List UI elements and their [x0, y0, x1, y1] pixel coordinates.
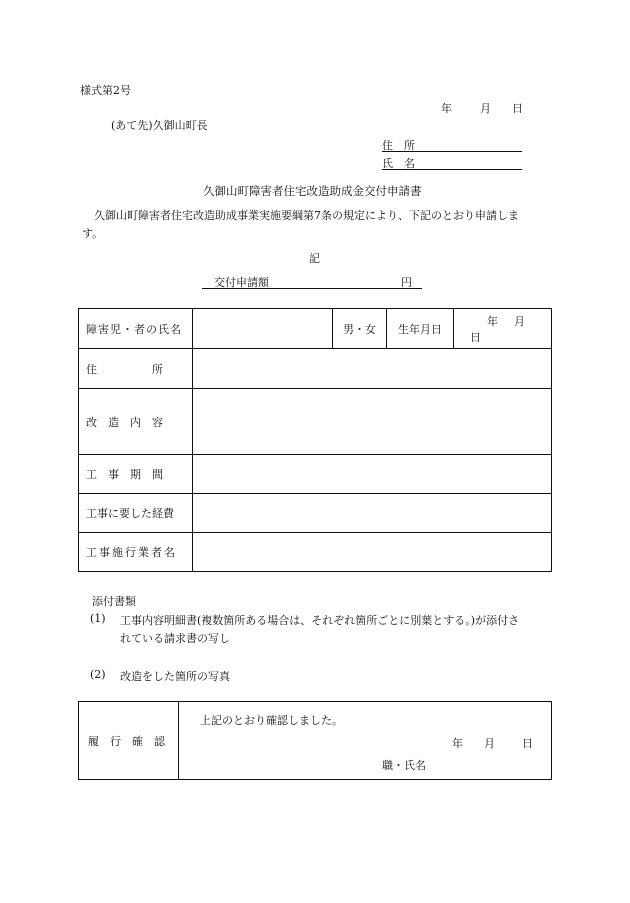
- attachments-heading: 添付書類: [92, 595, 136, 608]
- confirmation-day: 日: [522, 737, 533, 750]
- official-name-label: 職・氏名: [382, 759, 426, 772]
- table-row: [79, 309, 552, 349]
- date-day: 日: [512, 102, 523, 115]
- confirmation-content-cell[interactable]: [179, 702, 552, 780]
- cost-label: 工事に要した経費: [86, 507, 174, 520]
- address-label-cell: [79, 349, 193, 389]
- table-row: [79, 702, 552, 780]
- birth-date-cell[interactable]: [454, 309, 552, 349]
- document-title: 久御山町障害者住宅改造助成金交付申請書: [203, 184, 422, 198]
- cost-input-cell[interactable]: [193, 494, 552, 533]
- period-input-cell[interactable]: [193, 455, 552, 494]
- ki-label: 記: [309, 252, 320, 265]
- table-row: [79, 494, 552, 533]
- confirmation-year: 年: [452, 737, 463, 750]
- address-label: 住 所: [86, 362, 163, 376]
- period-label-cell: [79, 455, 193, 494]
- modification-input-cell[interactable]: [193, 389, 552, 455]
- birth-label-cell: [387, 309, 454, 349]
- table-row: [79, 389, 552, 455]
- modification-label-cell: [79, 389, 193, 455]
- table-row: [79, 349, 552, 389]
- attachment-1-line2: れている請求書の写し: [120, 632, 230, 645]
- name-input-cell[interactable]: [193, 309, 333, 349]
- contractor-label-cell: [79, 533, 193, 572]
- confirmation-text: 上記のとおり確認しました。: [200, 714, 343, 727]
- amount-unit: 円: [401, 276, 412, 289]
- birth-year: 年: [487, 314, 498, 328]
- sex-cell[interactable]: [333, 309, 387, 349]
- attachment-1-number: (1): [90, 612, 106, 625]
- cost-label-cell: [79, 494, 193, 533]
- birth-month: 月: [514, 314, 525, 328]
- body-text-line1: 久御山町障害者住宅改造助成事業実施要綱第7条の規定により、下記のとおり申請しま: [94, 209, 519, 222]
- confirmation-label: 履 行 確 認: [88, 734, 165, 748]
- attachment-2-number: (2): [90, 668, 106, 681]
- table-row: [79, 455, 552, 494]
- period-label: 工 事 期 間: [86, 468, 163, 481]
- name-label-cell: [79, 309, 193, 349]
- confirmation-table: [78, 701, 552, 780]
- contractor-label: 工事施行業者名: [86, 546, 177, 559]
- date-month: 月: [480, 102, 491, 115]
- contractor-input-cell[interactable]: [193, 533, 552, 572]
- modification-label: 改 造 内 容: [86, 415, 163, 429]
- amount-field[interactable]: [202, 274, 422, 289]
- applicant-name-label: 氏 名: [382, 157, 415, 170]
- applicant-address-label: 住 所: [382, 139, 415, 152]
- date-year: 年: [441, 102, 452, 115]
- sex-options: 男・女: [343, 322, 376, 336]
- body-text-line2: す。: [82, 227, 104, 240]
- attachment-1-line1: 工事内容明細書(複数箇所ある場合は、それぞれ箇所ごとに別葉とする。)が添付さ: [120, 614, 520, 627]
- birth-label: 生年月日: [398, 322, 442, 336]
- address-input-cell[interactable]: [193, 349, 552, 389]
- table-row: [79, 533, 552, 572]
- confirmation-month: 月: [484, 737, 495, 750]
- birth-day: 日: [470, 330, 481, 344]
- applicant-name-field[interactable]: [382, 155, 522, 170]
- name-label: 障害児・者の氏名: [86, 322, 182, 336]
- amount-label: 交付申請額: [214, 276, 269, 289]
- addressee: (あて先)久御山町長: [111, 119, 208, 132]
- applicant-address-field[interactable]: [382, 137, 522, 152]
- attachment-2-text: 改造をした箇所の写真: [120, 670, 230, 683]
- form-number: 様式第2号: [80, 84, 131, 97]
- application-table: [78, 308, 552, 572]
- confirmation-label-cell: [79, 702, 179, 780]
